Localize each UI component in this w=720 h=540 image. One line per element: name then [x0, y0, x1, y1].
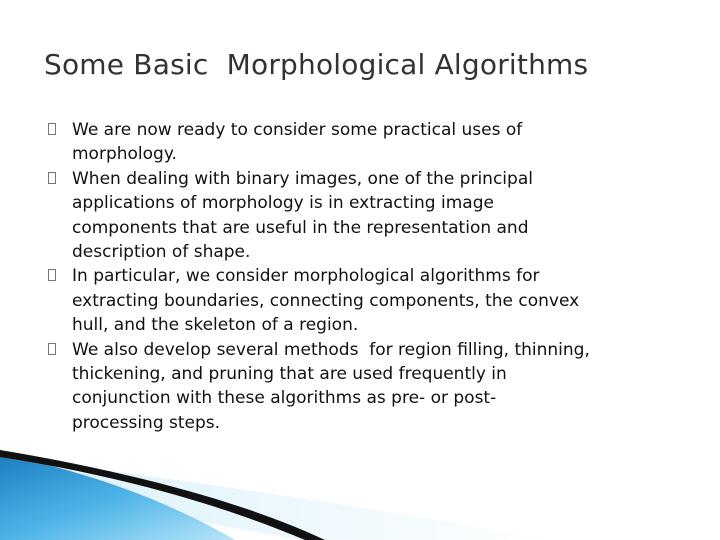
slide-title: Some Basic Morphological Algorithms — [44, 48, 589, 81]
bullet-item — [48, 167, 668, 265]
bullet-text: In particular, we consider morphological algorithms for extracting boundaries, connecting components, the convex hull, and the skeleton of a region. — [72, 266, 580, 336]
bullet-text: We are now ready to consider some practical uses of morphology. — [72, 120, 523, 165]
bullet-square-icon — [48, 269, 56, 281]
bullet-list — [48, 118, 668, 435]
bullet-item — [48, 118, 668, 167]
bullet-square-icon — [48, 343, 56, 355]
bullet-square-icon — [48, 172, 56, 184]
bullet-square-icon — [48, 123, 56, 135]
decorative-swoosh — [0, 440, 720, 540]
bullet-item — [48, 338, 668, 436]
bullet-text: When dealing with binary images, one of the principal applications of morphology is in extracting image components that are useful in the representation and description of shape. — [72, 168, 533, 263]
bullet-item — [48, 264, 668, 337]
bullet-text: We also develop several methods for region filling, thinning, thickening, and pruning that are used frequently in conjunction with these algorithms as pre- or post- processing steps. — [72, 339, 590, 433]
